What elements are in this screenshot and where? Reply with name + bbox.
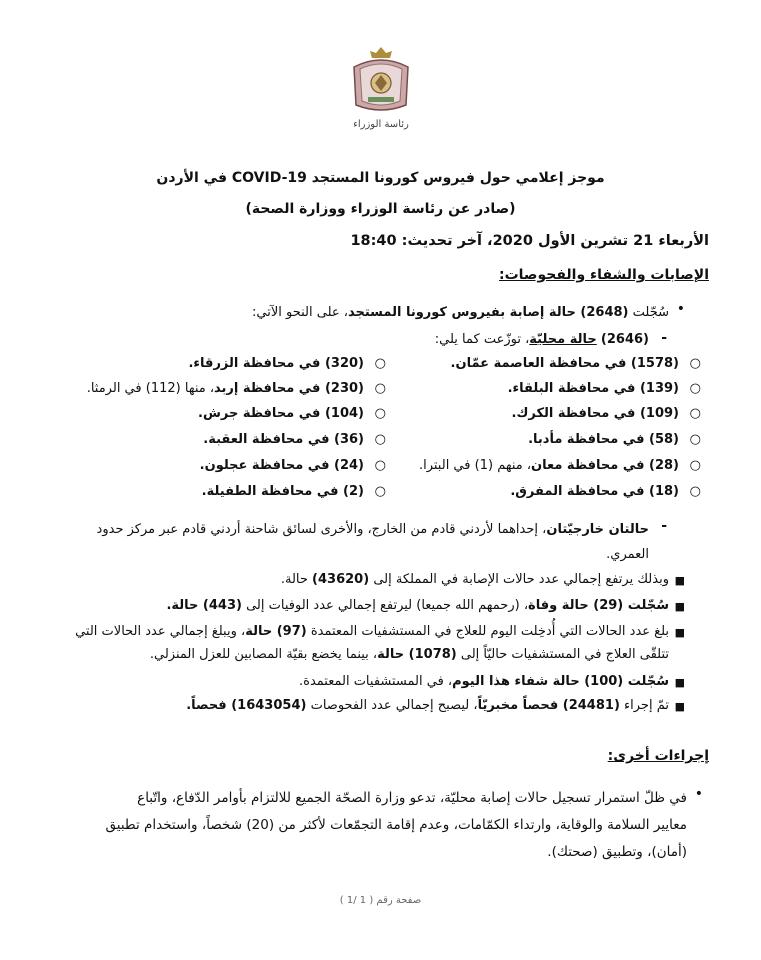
ring-bullet: ○	[374, 356, 386, 371]
dash-marker: -	[661, 330, 667, 346]
square-bullet: ■	[674, 676, 685, 689]
external-cases-line: حالتان خارجيّتان، إحداهما لأردني قادم من الخارج، والأخرى لسائق شاحنة أردني قادم عبر مركز حدود	[96, 522, 649, 537]
province-item: (18) في محافظة المفرق.	[510, 484, 679, 499]
bullet-dot: •	[694, 786, 703, 802]
province-item: (58) في محافظة مأدبا.	[528, 432, 679, 447]
province-item: (2) في محافظة الطفيلة.	[201, 484, 364, 499]
emblem-logo	[348, 45, 414, 150]
province-item: (104) في محافظة جرش.	[198, 406, 364, 421]
tests-line: تمّ إجراء (24481) فحصاً مخبريّاً، ليصبح إجمالي عدد الفحوصات (1643054) فحصاً.	[186, 698, 669, 713]
ring-bullet: ○	[689, 381, 701, 396]
external-cases-line-2: العمري.	[606, 547, 649, 562]
document-subtitle: (صادر عن رئاسة الوزراء ووزارة الصحة)	[245, 201, 516, 217]
dash-marker: -	[661, 518, 667, 534]
bullet-dot: •	[676, 301, 685, 317]
royal-crest-icon	[348, 45, 414, 115]
ring-bullet: ○	[689, 356, 701, 371]
page-number: صفحة رقم ( 1 /1 )	[339, 895, 422, 906]
section-heading-cases: الإصابات والشفاء والفحوصات:	[499, 267, 709, 283]
province-item: (28) في محافظة معان، منهم (1) في البترا.	[418, 458, 679, 473]
province-item: (24) في محافظة عجلون.	[199, 458, 364, 473]
deaths-line: سُجّلت (29) حالة وفاة، (رحمهم الله جميعا) ليرتفع إجمالي عدد الوفيات إلى (443) حالة.	[166, 598, 669, 613]
square-bullet: ■	[674, 626, 685, 639]
recovery-line: سُجّلت (100) حالة شفاء هذا اليوم، في المستشفيات المعتمدة.	[299, 674, 669, 689]
province-item: (109) في محافظة الكرك.	[511, 406, 679, 421]
square-bullet: ■	[674, 574, 685, 587]
square-bullet: ■	[674, 600, 685, 613]
province-item: (1578) في محافظة العاصمة عمّان.	[450, 356, 679, 371]
document-title: موجز إعلامي حول فيروس كورونا المستجد COVID-19 في الأردن	[156, 170, 605, 186]
province-item: (36) في محافظة العقبة.	[203, 432, 364, 447]
total-cases-line: وبذلك يرتفع إجمالي عدد حالات الإصابة في المملكة إلى (43620) حالة.	[280, 572, 669, 587]
emblem-caption: رئاسة الوزراء	[353, 119, 409, 130]
measures-line-1: في ظلّ استمرار تسجيل حالات إصابة محليّة، تدعو وزارة الصحّة الجميع للالتزام بأوامر الدّفاع، واتّباع	[137, 790, 687, 806]
local-cases-line: (2646) حالة محليّة، توزّعت كما يلي:	[434, 332, 649, 347]
ring-bullet: ○	[689, 484, 701, 499]
ring-bullet: ○	[689, 458, 701, 473]
ring-bullet: ○	[374, 484, 386, 499]
ring-bullet: ○	[374, 458, 386, 473]
recorded-line: سُجّلت (2648) حالة إصابة بفيروس كورونا المستجد، على النحو الآتي:	[252, 305, 669, 320]
province-item: (230) في محافظة إربد، منها (112) في الرمثا.	[86, 381, 364, 396]
ring-bullet: ○	[689, 432, 701, 447]
square-bullet: ■	[674, 700, 685, 713]
measures-line-3: (أمان)، وتطبيق (صحتك).	[547, 844, 687, 860]
ring-bullet: ○	[374, 432, 386, 447]
ring-bullet: ○	[374, 381, 386, 396]
date-line: الأربعاء 21 تشرين الأول 2020، آخر تحديث: 18:40	[350, 233, 709, 249]
province-item: (139) في محافظة البلقاء.	[507, 381, 679, 396]
hospital-line-1: بلغ عدد الحالات التي أُدخِلت اليوم للعلاج في المستشفيات المعتمدة (97) حالة، ويبلغ إجمالي عدد الحالات التي	[75, 624, 669, 639]
hospital-line-2: تتلقّى العلاج في المستشفيات حاليّاً إلى (1078) حالة، بينما يخضع بقيّة المصابين للعزل المنزلي.	[149, 647, 669, 662]
ring-bullet: ○	[689, 406, 701, 421]
province-item: (320) في محافظة الزرقاء.	[188, 356, 364, 371]
measures-line-2: معايير السلامة والوقاية، وارتداء الكمّامات، وعدم إقامة التجمّعات لأكثر من (20) شخصاً، واستخدام تطبيق	[105, 817, 687, 833]
ring-bullet: ○	[374, 406, 386, 421]
section-heading-measures: إجراءات أخرى:	[607, 748, 709, 764]
